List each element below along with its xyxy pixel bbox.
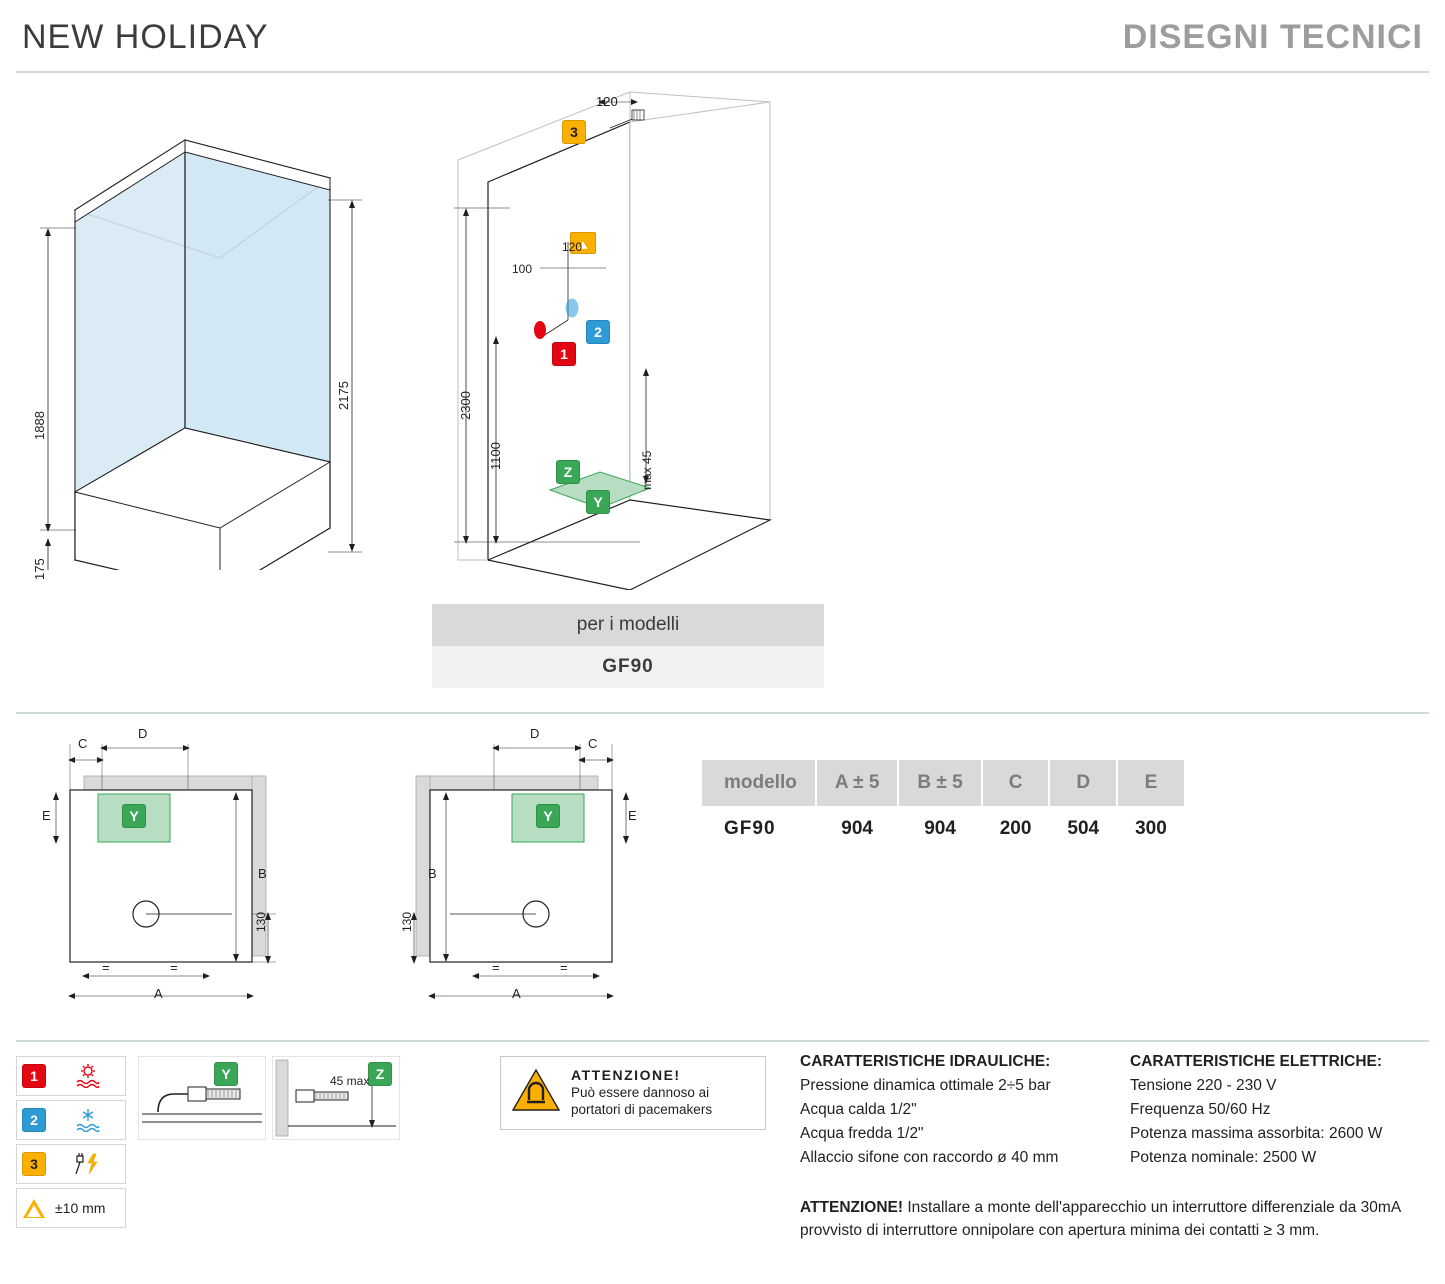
installation-warning bbox=[800, 1196, 1440, 1243]
detail-marker-Y: Y bbox=[214, 1062, 238, 1086]
dim-2300: 2300 bbox=[458, 391, 473, 420]
col-e: E bbox=[1117, 760, 1185, 806]
marker-cold-water: 2 bbox=[586, 320, 610, 344]
marker-hot-water: 1 bbox=[552, 342, 576, 366]
cell-e: 300 bbox=[1135, 818, 1167, 839]
installation-warning-heading: ATTENZIONE! bbox=[800, 1199, 904, 1216]
dim-1100: 1100 bbox=[488, 442, 503, 470]
plan-right-label-B: B bbox=[428, 866, 437, 881]
legend-badge-1: 1 bbox=[22, 1064, 46, 1088]
page-title: NEW HOLIDAY bbox=[22, 18, 269, 56]
hydraulic-line-1: Pressione dinamica ottimale 2÷5 bar bbox=[800, 1077, 1051, 1095]
model-band-caption: per i modelli bbox=[432, 604, 824, 646]
cold-water-icon bbox=[51, 1108, 125, 1132]
legend-badge-3: 3 bbox=[22, 1152, 46, 1176]
plan-right-hand bbox=[346, 726, 646, 1023]
electrical-specs bbox=[1130, 1050, 1440, 1170]
marker-drain-z: Z bbox=[556, 460, 580, 484]
dim-100: 100 bbox=[512, 262, 533, 276]
legend-badge-2: 2 bbox=[22, 1108, 46, 1132]
table-row bbox=[702, 806, 1185, 852]
col-c: C bbox=[982, 760, 1050, 806]
attention-line1: Può essere dannoso ai bbox=[571, 1084, 710, 1100]
hydraulic-line-3: Acqua fredda 1/2" bbox=[800, 1125, 924, 1143]
legend bbox=[16, 1056, 126, 1232]
plan-left-marker-Y: Y bbox=[122, 804, 146, 828]
legend-row-electric bbox=[16, 1144, 126, 1184]
legend-tolerance-text: ±10 mm bbox=[55, 1200, 106, 1216]
plan-right-label-C: C bbox=[588, 736, 598, 751]
plan-left-eq-2: = bbox=[170, 960, 178, 975]
plan-left-label-C: C bbox=[78, 736, 88, 751]
hot-water-icon bbox=[51, 1064, 125, 1088]
legend-row-tolerance bbox=[16, 1188, 126, 1228]
plan-left-label-A: A bbox=[154, 986, 163, 1001]
divider-2 bbox=[16, 712, 1429, 714]
detail-marker-Z: Z bbox=[368, 1062, 392, 1086]
section-title: DISEGNI TECNICI bbox=[1122, 18, 1423, 56]
cell-a: 904 bbox=[841, 818, 873, 839]
plan-right-marker-Y: Y bbox=[536, 804, 560, 828]
dim-base-height: 175 bbox=[32, 558, 47, 580]
installation-warning-text: Installare a monte dell'apparecchio un interruttore differenziale da 30mA provvisto di interruttore onnipolare con apertura minima dei contatti ≥ 3 mm. bbox=[800, 1199, 1401, 1240]
hydraulic-line-4: Allaccio sifone con raccordo ø 40 mm bbox=[800, 1149, 1059, 1167]
plan-right-label-A: A bbox=[512, 986, 521, 1001]
plan-left-eq-1: = bbox=[102, 960, 110, 975]
plan-right-dim-130: 130 bbox=[400, 911, 414, 932]
installation-3d bbox=[440, 90, 820, 580]
table-header-row bbox=[702, 760, 1185, 806]
tolerance-icon bbox=[23, 1199, 45, 1218]
dimension-table bbox=[702, 760, 1186, 852]
pacemaker-warning-icon bbox=[509, 1064, 563, 1123]
marker-drain-y: Y bbox=[586, 490, 610, 514]
col-b: B ± 5 bbox=[898, 760, 981, 806]
col-d: D bbox=[1049, 760, 1117, 806]
marker-electric: 3 bbox=[562, 120, 586, 144]
electrical-heading: CARATTERISTICHE ELETTRICHE: bbox=[1130, 1053, 1383, 1070]
model-band bbox=[432, 604, 824, 688]
legend-row-cold bbox=[16, 1100, 126, 1140]
model-band-value: GF90 bbox=[432, 646, 824, 688]
divider-1 bbox=[16, 71, 1429, 73]
dim-top-120: 120 bbox=[596, 94, 618, 109]
plan-right-label-E: E bbox=[628, 808, 637, 823]
dim-max-45: max 45 bbox=[640, 450, 654, 490]
cell-modello: GF90 bbox=[724, 818, 776, 839]
plan-left-dim-130: 130 bbox=[254, 911, 268, 932]
dim-120-inner: 120 bbox=[562, 240, 583, 254]
plan-right-eq-2: = bbox=[560, 960, 568, 975]
electric-icon bbox=[51, 1152, 125, 1176]
electrical-line-2: Frequenza 50/60 Hz bbox=[1130, 1101, 1271, 1119]
cell-d: 504 bbox=[1067, 818, 1100, 839]
cabin-front-3d bbox=[32, 110, 370, 580]
plan-right-eq-1: = bbox=[492, 960, 500, 975]
electrical-line-3: Potenza massima assorbita: 2600 W bbox=[1130, 1125, 1383, 1143]
cell-b: 904 bbox=[924, 818, 956, 839]
attention-heading: ATTENZIONE! bbox=[571, 1067, 681, 1084]
dim-total-height: 2175 bbox=[336, 381, 351, 410]
dim-glass-height: 1888 bbox=[32, 411, 47, 440]
plan-left-label-E: E bbox=[42, 808, 51, 823]
plan-left-hand bbox=[36, 726, 336, 1023]
legend-row-hot bbox=[16, 1056, 126, 1096]
attention-line2: portatori di pacemakers bbox=[571, 1101, 713, 1117]
divider-3 bbox=[16, 1040, 1429, 1042]
col-a: A ± 5 bbox=[816, 760, 899, 806]
detail-drain-y bbox=[138, 1056, 266, 1145]
cell-c: 200 bbox=[999, 818, 1032, 839]
plan-right-label-D: D bbox=[530, 726, 540, 741]
page-header bbox=[0, 0, 1445, 72]
hydraulic-specs bbox=[800, 1050, 1130, 1170]
detail-dim-45max: 45 max bbox=[330, 1074, 370, 1088]
electrical-line-1: Tensione 220 - 230 V bbox=[1130, 1077, 1277, 1095]
electrical-line-4: Potenza nominale: 2500 W bbox=[1130, 1149, 1317, 1167]
plan-left-label-B: B bbox=[258, 866, 267, 881]
detail-drain-z bbox=[272, 1056, 400, 1145]
pacemaker-attention-box bbox=[500, 1056, 766, 1130]
hydraulic-line-2: Acqua calda 1/2" bbox=[800, 1101, 917, 1119]
col-modello: modello bbox=[702, 760, 816, 806]
hydraulic-heading: CARATTERISTICHE IDRAULICHE: bbox=[800, 1053, 1051, 1070]
plan-left-label-D: D bbox=[138, 726, 148, 741]
